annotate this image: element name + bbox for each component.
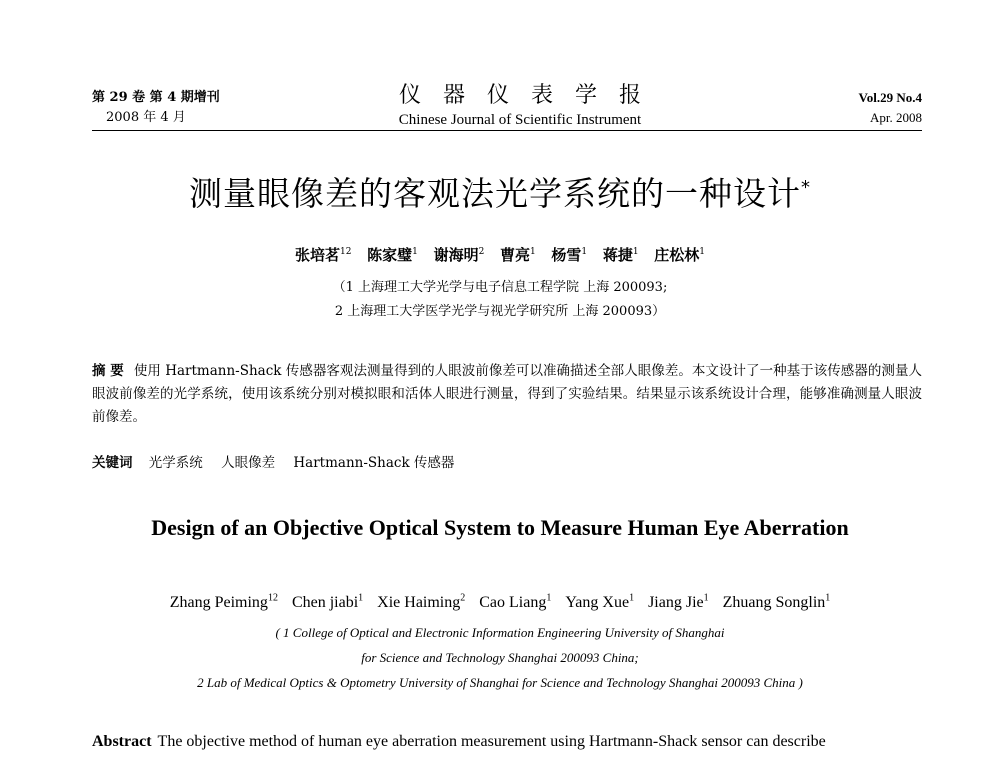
authors-cn (0, 244, 1000, 265)
keywords-cn-label: 关键词 (92, 455, 133, 471)
author-cn: 谢海明$^2$ (433, 246, 485, 264)
journal-name-en: Chinese Journal of Scientific Instrument (398, 112, 642, 128)
author-cn: 蒋捷$^1$ (602, 246, 639, 264)
abstract-en-label: Abstract (92, 733, 152, 750)
abstract-cn (92, 360, 922, 429)
abstract-cn-label: 摘 要 (92, 363, 124, 379)
author-cn: 庄松林$^1$ (654, 246, 705, 264)
title-footnote-mark: * (801, 177, 811, 198)
affiliations-en (0, 620, 1000, 695)
abstract-en (92, 733, 922, 751)
author-cn: 陈家璧$^1$ (367, 246, 418, 264)
issue-info-en (859, 88, 922, 128)
keyword: 光学系统 (148, 455, 203, 471)
author-en: Chen jiabi$^1$ (291, 593, 364, 612)
issue-info (92, 88, 220, 128)
affiliation-en-1-cont: for Science and Technology Shanghai 200093 China; (361, 650, 639, 665)
author-en: Xie Haiming$^2$ (377, 593, 466, 612)
issue-date-en: Apr. 2008 (870, 110, 922, 125)
abstract-cn-text: 使用 Hartmann-Shack 传感器客观法测量得到的人眼波前像差可以准确描述全部人眼像差。本文设计了一种基于该传感器的测量人眼波前像差的光学系统，使用该系统分别对模拟眼和活体人眼进行测量，得到了实验结果。结果显示该系统设计合理，能够准确测量人眼波前像差。 (92, 363, 922, 425)
affiliations-cn (0, 276, 1000, 324)
author-cn: 张培茗$^{12}$ (295, 246, 352, 264)
abstract-en-text: The objective method of human eye aberration measurement using Hartmann-Shack sensor can describe (157, 733, 826, 750)
affiliation-cn-1: （1 上海理工大学光学与电子信息工程学院 上海 200093; (332, 280, 668, 295)
author-en: Zhang Peiming$^{12}$ (169, 593, 278, 612)
keyword: 人眼像差 (221, 455, 276, 471)
title-cn-text: 测量眼像差的客观法光学系统的一种设计 (189, 174, 801, 213)
affiliation-en-2: 2 Lab of Medical Optics & Optometry University of Shanghai for Science and Technology Shanghai 200093 China ) (197, 675, 803, 690)
affiliation-en-1: ( 1 College of Optical and Electronic Information Engineering University of Shanghai (275, 625, 725, 640)
journal-name-cn: 仪器仪表学报 (398, 83, 663, 108)
author-cn: 杨雪$^1$ (551, 246, 588, 264)
volume-issue: 第 29 卷 第 4 期增刊 (92, 90, 220, 105)
affiliation-cn-2: 2 上海理工大学医学光学与视光学研究所 上海 200093） (334, 304, 666, 319)
author-en: Cao Liang$^1$ (479, 593, 552, 612)
author-cn: 曹亮$^1$ (499, 246, 536, 264)
authors-en (0, 593, 1000, 612)
journal-name (340, 82, 700, 130)
author-en: Zhuang Songlin$^1$ (722, 593, 831, 612)
volume-issue-en: Vol.29 No.4 (858, 90, 922, 105)
issue-date: 2008 年 4 月 (106, 110, 186, 125)
keywords-cn (92, 451, 468, 471)
title-en: Design of an Objective Optical System to Measure Human Eye Aberration (151, 515, 849, 540)
author-en: Jiang Jie$^1$ (648, 593, 709, 612)
author-en: Yang Xue$^1$ (565, 593, 635, 612)
header-rule (92, 130, 922, 131)
keyword: Hartmann-Shack 传感器 (293, 455, 455, 471)
title-cn (0, 168, 1000, 215)
